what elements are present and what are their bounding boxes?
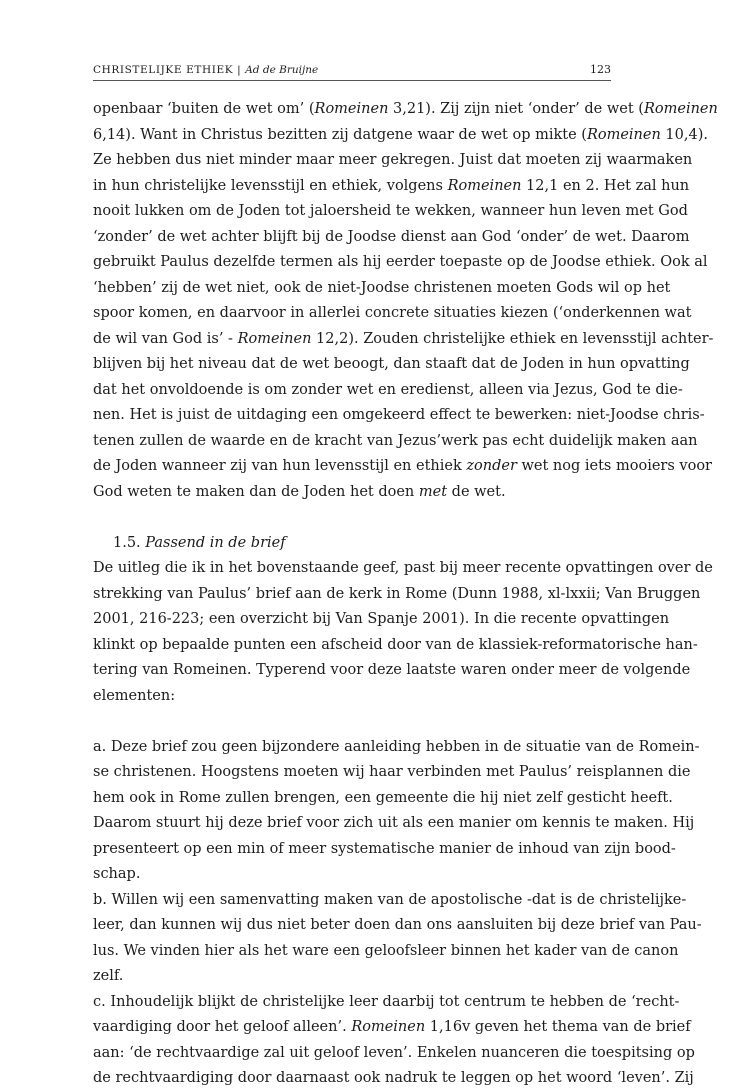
body-line: blijven bij het niveau dat de wet beoogt, dan staaft dat de Joden in hun opvatting xyxy=(93,356,690,372)
list-item-b-line: zelf. xyxy=(93,968,124,984)
list-item-c-line: vaardiging door het geloof alleen’. Romeinen 1,16v geven het thema van de brief xyxy=(93,1019,691,1035)
body-line: De uitleg die ik in het bovenstaande geef, past bij meer recente opvattingen over de xyxy=(93,560,713,576)
body-line: de wil van God is’ - Romeinen 12,2). Zouden christelijke ethiek en levensstijl achter- xyxy=(93,330,714,347)
body-line: tering van Romeinen. Typerend voor deze laatste waren onder meer de volgende xyxy=(93,662,691,678)
body-line: openbaar ‘buiten de wet om’ (Romeinen 3,21). Zij zijn niet ‘onder’ de wet (Romeinen xyxy=(93,101,718,117)
section-heading xyxy=(93,531,611,557)
running-head-separator: | xyxy=(237,64,242,76)
list-item-c-line: aan: ‘de rechtvaardige zal uit geloof leven’. Enkelen nuanceren die toespitsing op xyxy=(93,1044,695,1061)
list-item-a-line: se christenen. Hoogstens moeten wij haar verbinden met Paulus’ reisplannen die xyxy=(93,764,691,780)
body-text xyxy=(93,97,718,1092)
body-line: ‘zonder’ de wet achter blijft bij de Joodse dienst aan God ‘onder’ de wet. Daarom xyxy=(93,228,690,245)
body-line: in hun christelijke levensstijl en ethiek, volgens Romeinen 12,1 en 2. Het zal hun xyxy=(93,177,690,194)
list-item-c-line: de rechtvaardiging door daarnaast ook nadruk te leggen op het woord ‘leven’. Zij xyxy=(93,1070,694,1086)
running-head xyxy=(93,63,611,77)
list-item-b-line: lus. We vinden hier als het ware een geloofsleer binnen het kader van de canon xyxy=(93,942,679,959)
body-line: dat het onvoldoende is om zonder wet en eredienst, alleen via Jezus, God te die- xyxy=(93,381,683,398)
body-line: nen. Het is juist de uitdaging een omgekeerd effect te bewerken: niet-Joodse chris- xyxy=(93,407,705,423)
running-title: CHRISTELIJKE ETHIEK xyxy=(93,64,234,76)
running-head-left xyxy=(93,63,318,77)
paragraph-gap xyxy=(93,505,611,531)
list-item-a-line: a. Deze brief zou geen bijzondere aanleiding hebben in de situatie van de Romein- xyxy=(93,738,700,755)
list-item-a-line: Daarom stuurt hij deze brief voor zich uit als een manier om kennis te maken. Hij xyxy=(93,815,695,831)
body-line: de Joden wanneer zij van hun levensstijl en ethiek zonder wet nog iets mooiers voor xyxy=(93,458,712,474)
body-line: tenen zullen de waarde en de kracht van Jezus’werk pas echt duidelijk maken aan xyxy=(93,432,698,449)
list-item-c-line: c. Inhoudelijk blijkt de christelijke leer daarbij tot centrum te hebben de ‘recht- xyxy=(93,993,680,1010)
header-rule xyxy=(93,80,611,81)
body-line: spoor komen, en daarvoor in allerlei concrete situaties kiezen (‘onderkennen wat xyxy=(93,305,692,321)
list-item-b-line: leer, dan kunnen wij dus niet beter doen dan ons aansluiten bij deze brief van Pau- xyxy=(93,917,702,933)
list-item-a-line: hem ook in Rome zullen brengen, een gemeente die hij niet zelf gesticht heeft. xyxy=(93,789,673,806)
body-line: klinkt op bepaalde punten een afscheid door van de klassiek-reformatorische han- xyxy=(93,636,698,653)
body-line: ‘hebben’ zij de wet niet, ook de niet-Joodse christenen moeten Gods wil op het xyxy=(93,279,671,296)
body-line: strekking van Paulus’ brief aan de kerk in Rome (Dunn 1988, xl-lxxii; Van Bruggen xyxy=(93,585,701,602)
paragraph-gap xyxy=(93,709,611,735)
list-item-b-line: b. Willen wij een samenvatting maken van de apostolische -dat is de christelijke- xyxy=(93,891,687,908)
page-number: 123 xyxy=(590,63,611,76)
body-line: Ze hebben dus niet minder maar meer gekregen. Juist dat moeten zij waarmaken xyxy=(93,152,693,168)
section-number: 1.5. xyxy=(113,534,141,551)
section-title: Passend in de brief xyxy=(145,534,286,551)
running-head-author: Ad de Bruijne xyxy=(245,64,319,76)
body-line: nooit lukken om de Joden tot jaloersheid te wekken, wanneer hun leven met God xyxy=(93,203,688,219)
body-line: gebruikt Paulus dezelfde termen als hij eerder toepaste op de Joodse ethiek. Ook al xyxy=(93,254,708,270)
list-item-a-line: schap. xyxy=(93,866,141,882)
body-line: elementen: xyxy=(93,687,176,704)
body-line: God weten te maken dan de Joden het doen met de wet. xyxy=(93,483,506,500)
list-item-a-line: presenteert op een min of meer systematische manier de inhoud van zijn bood- xyxy=(93,840,676,857)
body-line: 6,14). Want in Christus bezitten zij datgene waar de wet op mikte (Romeinen 10,4). xyxy=(93,126,708,143)
body-line: 2001, 216-223; een overzicht bij Van Spanje 2001). In die recente opvattingen xyxy=(93,611,670,627)
